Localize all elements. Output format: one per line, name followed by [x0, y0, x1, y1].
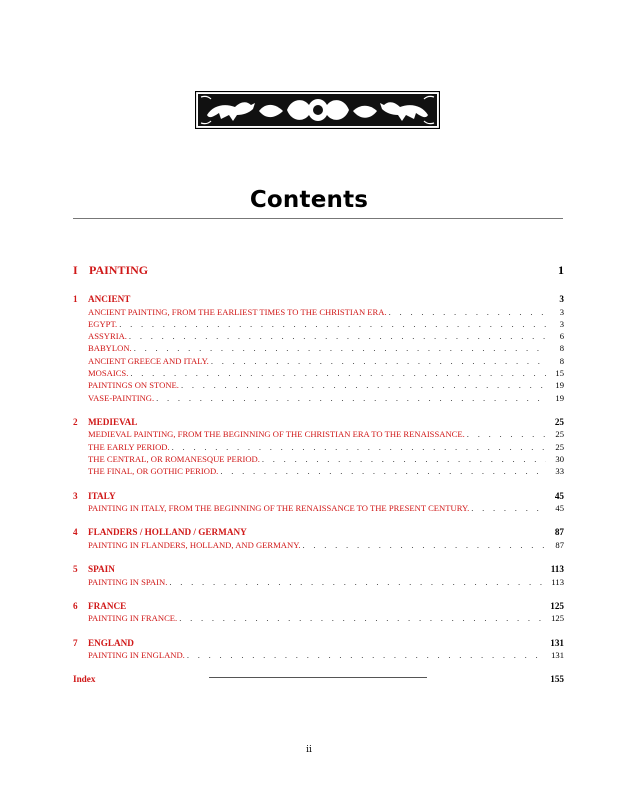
chapter-label: ANCIENT — [88, 294, 131, 304]
toc-chapter — [73, 526, 564, 551]
chapter-label: SPAIN — [88, 564, 115, 575]
section-label: ANCIENT PAINTING, FROM THE EARLIEST TIMES TO THE CHRISTIAN ERA. — [88, 306, 387, 317]
index-label: Index — [73, 673, 96, 684]
toc-chapter-entry[interactable] — [73, 637, 564, 650]
toc-section-entry[interactable] — [88, 428, 564, 440]
chapter-number: 2 — [73, 416, 78, 427]
dot-leader — [302, 539, 546, 551]
section-label: PAINTINGS ON STONE. — [88, 380, 179, 391]
toc-section-entry[interactable] — [88, 330, 564, 342]
section-label: BABYLON. — [88, 343, 132, 354]
section-label: THE CENTRAL, OR ROMANESQUE PERIOD. — [88, 453, 260, 464]
section-page: 125 — [551, 613, 564, 624]
part-page: 1 — [558, 263, 564, 277]
dot-leader — [169, 576, 546, 588]
section-page: 15 — [555, 367, 564, 378]
part-number: I — [73, 263, 78, 277]
section-page: 3 — [559, 318, 564, 329]
toc-section-entry[interactable] — [88, 392, 564, 404]
toc-section-entry[interactable] — [88, 379, 564, 391]
section-label: MOSAICS. — [88, 367, 129, 378]
dot-leader — [156, 392, 546, 404]
section-page: 131 — [551, 650, 564, 661]
section-label: PAINTING IN ENGLAND. — [88, 650, 185, 661]
chapter-number: 4 — [73, 527, 78, 538]
toc-section-entry[interactable] — [88, 576, 564, 588]
toc-chapter-entry[interactable] — [73, 563, 564, 576]
toc-section-entry[interactable] — [88, 539, 564, 551]
section-label: PAINTING IN FRANCE. — [88, 613, 178, 624]
page-title: Contents — [249, 187, 369, 213]
toc-chapter — [73, 416, 564, 478]
chapter-page: 131 — [550, 637, 564, 648]
dot-leader — [119, 318, 546, 330]
chapter-label: ITALY — [88, 490, 116, 501]
toc-section-entry[interactable] — [88, 649, 564, 661]
section-page: 6 — [559, 331, 564, 342]
decorative-ornament-banner — [195, 91, 440, 129]
page-number: ii — [306, 745, 312, 755]
dot-leader — [179, 612, 546, 624]
title-rule — [73, 218, 563, 219]
toc-section-entry[interactable] — [88, 342, 564, 354]
section-label: ASSYRIA. — [88, 331, 127, 342]
toc-section-entry[interactable] — [88, 502, 564, 514]
chapter-label: FLANDERS / HOLLAND / GERMANY — [88, 527, 247, 538]
table-of-contents — [73, 263, 564, 684]
section-page: 25 — [555, 429, 564, 440]
chapter-page: 3 — [559, 294, 564, 304]
toc-index-entry[interactable] — [73, 674, 564, 684]
section-page: 33 — [555, 466, 564, 477]
dot-leader — [130, 367, 546, 379]
toc-section-entry[interactable] — [88, 612, 564, 624]
chapter-number: 5 — [73, 564, 78, 575]
dot-leader — [389, 306, 546, 318]
chapter-list — [73, 293, 564, 662]
toc-chapter-entry[interactable] — [73, 490, 564, 503]
toc-chapter-entry[interactable] — [73, 416, 564, 429]
chapter-page: 113 — [550, 564, 564, 575]
dot-leader — [467, 428, 546, 440]
toc-chapter — [73, 293, 564, 404]
chapter-page: 45 — [554, 490, 564, 501]
bottom-rule — [209, 677, 427, 678]
section-label: PAINTING IN FLANDERS, HOLLAND, AND GERMANY. — [88, 539, 301, 550]
dot-leader — [187, 649, 546, 661]
section-page: 87 — [555, 539, 564, 550]
chapter-page: 125 — [550, 600, 564, 611]
toc-chapter-entry[interactable] — [73, 526, 564, 539]
toc-chapter — [73, 490, 564, 515]
part-label: PAINTING — [89, 263, 149, 277]
toc-section-entry[interactable] — [88, 318, 564, 330]
section-page: 30 — [555, 453, 564, 464]
toc-section-entry[interactable] — [88, 367, 564, 379]
section-label: PAINTING IN ITALY, FROM THE BEGINNING OF THE RENAISSANCE TO THE PRESENT CENTURY. — [88, 503, 470, 514]
toc-chapter — [73, 563, 564, 588]
toc-section-entry[interactable] — [88, 306, 564, 318]
dot-leader — [172, 441, 546, 453]
section-page: 8 — [559, 343, 564, 354]
dot-leader — [220, 465, 546, 477]
section-page: 3 — [559, 306, 564, 317]
section-page: 45 — [555, 503, 564, 514]
chapter-number: 6 — [73, 600, 78, 611]
toc-section-entry[interactable] — [88, 465, 564, 477]
dot-leader — [129, 330, 546, 342]
chapter-number: 3 — [73, 490, 78, 501]
section-page: 25 — [555, 441, 564, 452]
chapter-number: 1 — [73, 294, 78, 304]
chapter-page: 87 — [554, 527, 564, 538]
chapter-page: 25 — [554, 416, 564, 427]
section-label: EGYPT. — [88, 318, 118, 329]
dot-leader — [262, 453, 546, 465]
toc-chapter-entry[interactable] — [73, 293, 564, 306]
section-page: 8 — [559, 355, 564, 366]
chapter-label: FRANCE — [88, 600, 127, 611]
section-page: 113 — [551, 576, 564, 587]
section-label: MEDIEVAL PAINTING, FROM THE BEGINNING OF THE CHRISTIAN ERA TO THE RENAISSANCE. — [88, 429, 465, 440]
chapter-label: ENGLAND — [88, 637, 134, 648]
index-page: 155 — [550, 673, 564, 684]
section-label: VASE-PAINTING. — [88, 392, 155, 403]
section-label: THE EARLY PERIOD. — [88, 441, 170, 452]
toc-chapter — [73, 637, 564, 662]
toc-chapter-entry[interactable] — [73, 600, 564, 613]
toc-section-entry[interactable] — [88, 355, 564, 367]
dot-leader — [181, 379, 546, 391]
toc-section-entry[interactable] — [88, 453, 564, 465]
toc-chapter — [73, 600, 564, 625]
section-label: THE FINAL, OR GOTHIC PERIOD. — [88, 466, 219, 477]
section-page: 19 — [555, 380, 564, 391]
toc-part-entry[interactable] — [73, 263, 564, 278]
toc-section-entry[interactable] — [88, 441, 564, 453]
section-page: 19 — [555, 392, 564, 403]
section-label: PAINTING IN SPAIN. — [88, 576, 168, 587]
dot-leader — [471, 502, 546, 514]
dot-leader — [211, 355, 546, 367]
section-label: ANCIENT GREECE AND ITALY. — [88, 355, 209, 366]
dot-leader — [134, 342, 546, 354]
chapter-label: MEDIEVAL — [88, 416, 138, 427]
chapter-number: 7 — [73, 637, 78, 648]
